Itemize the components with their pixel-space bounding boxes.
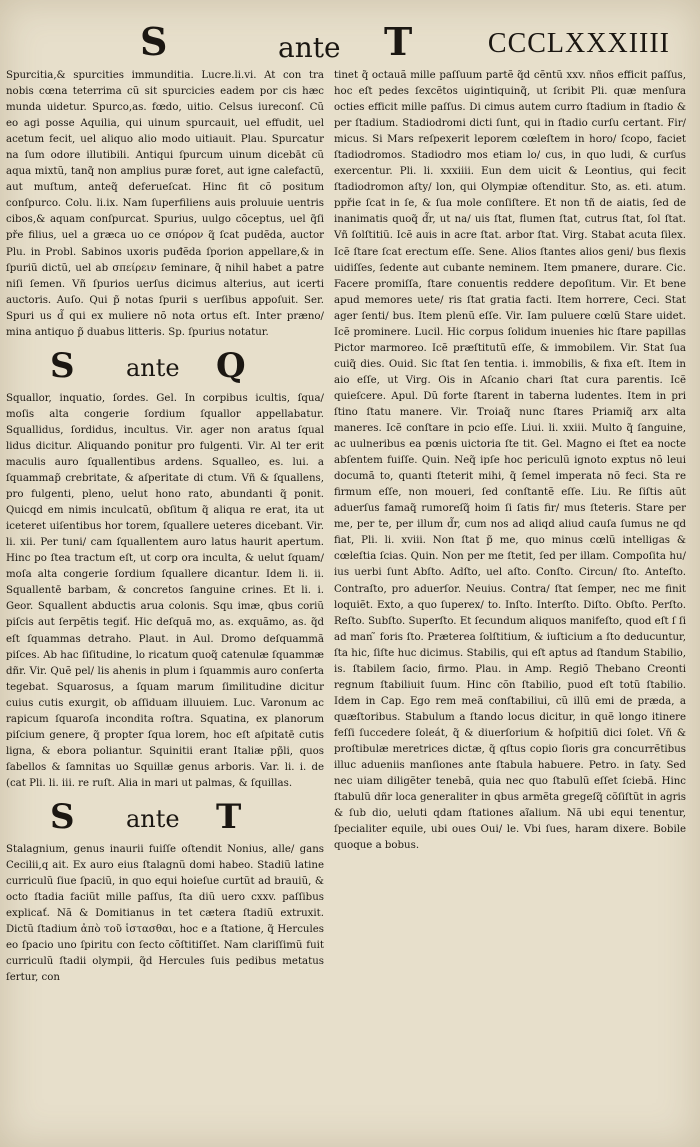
section-head-s-ante-q <box>6 347 324 387</box>
section-head-right: T <box>216 796 242 837</box>
right-column <box>334 68 686 854</box>
folio-number: CCCLXXXIIII <box>487 28 670 59</box>
right-text-block-1: tinet q̃ octauã mille paſſuum partẽ q̃d cẽntũ xxv. nños efficit paſſus, hoc eſt pedes ſexcẽtos uigintiquinq̃, ut ſcribit Pli. quæ menſura octies efficit mille paſſus. Di cimus autem curro ſtadium in ſtadio & per ſtadium. Stadiodromi dicti ſunt, qui in ſtadio curſu certant. Fir/ micus. Si Mars reſpexerit leporem cœleſtem in horo/ ſcopo, faciet ſtadiodromos. Stadiodro mos etiam lo/ cus, in quo ludi, & curſus exercentur. Pli. li. xxxiiii. Eun dem uicit & Leontius, qui fecit ſtadiodromon aſty/ lon, qui Olympiæ oſtenditur. Sto, as. eti. atum. ppřie ſcat in ſe, & ſua mole conſiſtere. Et non tñ de aiatis, ſed de inanimatis quoq̃ d̃r, ut na/ uis ſtat, flumen ſtat, cutrus ſtat, ſol ſtat. Vñ ſolſtitiũ. Icẽ auis in acre ſtat. arbor ſtat. Virg. Stabat acuta ſilex. Icẽ ſtare ſcat erectum eſſe. Sene. Alios ſtantes alios geni/ bus flexis uidiſſes, ſedente aut cubante neminem. Item pmanere, durare. Cic. Facere promiſſa, ſtare conuentis reddere depoſitum. Vir. Et bene apud memores uete/ ris ſtat gratia facti. Item horrere, Ceci. Stat ager ſenti/ bus. Item plenũ eſſe. Vir. Iam puluere cœlũ Stare uidet. Icẽ prominere. Lucil. Hic corpus ſolidum inuenies hic ſtare papillas Pictor marmoreo. Icẽ præſtitutũ eſſe, & immobilem. Vir. Stat ſua cuiq̃ dies. Ouid. Sic ſtat ſen tentia. i. immobilis, & fixa eſt. Item in aio eſſe, ut Virg. Ois in Aſcanio chari ſtat cura parentis. Icẽ quieſcere. Apul. Dũ forte ſtarent in taberna ludentes. Item in pri ſtino ſtatu manere. Vir. Troiaq̃ nunc ſtares Priamiq̃ arx alta maneres. Icẽ conſtare in pcio eſſe. Liui. li. xxiii. Multo q̃ ſanguine, ac uulneribus ea pœnis uictoria ſte tit. Gel. Magno ei ſtet ea nocte abſentem fuiſſe. Quin. Neq̃ ipſe hoc periculũ ignoto exptus nõ leui documã to, quanti ſteterit mihi, q̃ ſemel imperata nõ feci. Sta re firmum eſſe, non moueri, ſed conſtantẽ eſſe. Liu. Re ſiſtis aũt aduerſus famaq̃ rumoreſq̃ hoim ſi ſatis fir/ mus ſteteris. Stare per me, per te, per illum d̃r, cum nos ad aliqd aliud cauſa ſumus ne qd fiat, Pli. li. xviii. Non ſtat p̃ me, quo minus cœlũ intelligas & cœleſtia ſcias. Quin. Non per me ſtetit, ſed per illam. Compoſita hu/ ius uerbi ſunt Abſto. Adſto, uel aſto. Conſto. Circun/ ſto. Anteſto. Contraſto, pro aduerſor. Neuius. Contra/ ſtat ſemper, nec me finit loquiẽt. Exto, a quo ſuperex/ to. Inſto. Interſto. Diſto. Obſto. Perſto. Reſto. Subſto. Superſto. Et ſecundum aliquos manifeſto, quod eſt ſ ſi ad man ̃ foris ſto. Præterea ſolſtitium, & iuſticium a ſto deducuntur, ſta hic, ſiſte huc dicimus. Stabilis, qui eſt aptus ad ſtandum Stabilio, is. ſtabilem ſacio, firmo. Plau. in Amp. Regiõ Thebano Creonti regnum ſtabiliuit ſuum. Hinc cõn ſtabilio, puod eſt totũ ſtabilio. Idem in Cap. Ego rem meã conſtabiliui, cũ illũ emi de præda, a quæſtoribus. Stabulum a ſtando locus dicitur, in quẽ longo itinere feſſi ſuccedere ſoleát, q̃ & diuerſorium & hoſpitiũ dici ſolet. Vñ & proſtibulæ meretrices dictæ, q̃ qſtus copio ſioris gra concurrẽtibus illuc adueniis manſiones ante ſtabula habuere. Petro. in ſaty. Sed nec uiam diligẽter tenebã, quia nec quo ſtabulũ eſſet ſciebã. Hinc ſtabulũ dñr loca generaliter in qbus armẽta gregeſq̃ cõſiſtũt in agris & ſub dio, ueluti qdam ſtationes aĩalium. Nã ubi equi tenentur, ſpecialiter equile, ubi oues Oui/ le. Vbi ſues, haram dixere. Bobile quoque a bobus. <box>334 70 686 852</box>
left-text-block-3: Stalagnium, genus inaurii fuiſſe oſtendit Nonius, alle/ gans Cecilii,q ait. Ex auro eius ſtalagnũ domi habeo. Stadiũ latine curriculũ ſiue ſpaciũ, in quo equi hoieſue curtũt ad brauiũ, & octo ſtadia faciũt mille paſſus, ſta diũ uero cxxv. paſſibus explicať. Nã & Domitianus in tet cætera ſtadiũ extruxit. Dictũ ſtadium ἀπὸ τοῦ ἱστασθαι, hoc e a ſtatione, q̃ Hercules eo ſpacio uno ſpiritu con ſecto cõſtitiſſet. Nam clariſſimũ fuit curriculũ ſtadii olympii, q̃d Hercules ſuis pedibus metatus ſertur, con <box>6 843 324 984</box>
section-head-s-ante-t <box>6 798 324 838</box>
left-column <box>6 68 324 986</box>
section-head-right: Q <box>216 345 246 386</box>
section-head-middle: ante <box>126 353 180 382</box>
running-head-middle: ante <box>278 31 341 64</box>
running-head-left-letter: S <box>140 19 168 64</box>
section-head-left: S <box>50 345 75 386</box>
section-head-left: S <box>50 796 75 837</box>
left-text-block-1: Spurcitia,& spurcities immunditia. Lucre.li.vi. At con tra nobis cœna teterrima cũ sit spurcicies eadem por cis hæc munda uidetur. Spurco,as. fœdo, uitio. Celsus iureconſ. Cũ eo agi posse Aquilia, qui uinum spurcauit, uel effudit, uel acetum fecit, uel aliquo alio modo uitiauit. Plau. Spurcatur na ſum odore illutibili. Antiqui ſpurcum uinum dicebāt cũ aqua mixtũ, tanq̃ non amplius puræ foret, aut igne calefactũ, aut muſtum, anteq̃ deferueſcat. Hinc fit cõ positum conſpurco. Colu. li.ix. Nam ſuperfiliens auis proluuie uentris cibos,& aquam conſpurcat. Spurius, uulgo cõceptus, uel q̃ſi pře filius, uel a græca uo ce σπόρον q̃ ſcat pudẽda, auctor Plu. in Probl. Sabinos uxoris puđẽda ſporion appellare,& in ſpuriũ dictũ, uel ab σπείρειν ſeminare, q̃ nihil habet a patre niſi ſemen. Vñ ſpurios uerſus dicimus alterius, aut icerti auctoris. Auſo. Qui p̃ notas ſpurii s uerſibus appoſuit. Ser. Spuri us d̃ qui ex muliere nõ nota ortus eſt. Inter præno/ mina antiquo p̃ duabus litteris. Sp. ſpurius notatur. <box>6 70 324 338</box>
left-text-block-2: Squallor, inquatio, ſordes. Gel. In corpibus icultis, ſqua/ moſis alta congerie ſordium ſquallor appellabatur. Squallidus, ſordidus, incultus. Vir. ager non aratus ſqual lidus dicitur. Aliquando ponitur pro fulgenti. Vir. Al ter erit maculis auro ſquallentibus ardens. Squalleo, es. lui. a ſquammap̃ crebritate, & aſperitate di ctum. Vñ & ſquallens, pro fulgenti, pleno, uelut hono rato, abundanti q̃ ponit. Quicqd em nimis inculcatũ, obſitum q̃ aliqua re erat, ita ut iceteret uiſentibus hor torem, ſquallere ueteres dicebant. Vir. li. xii. Per tuni/ cam ſquallentem auro latus haurit apertum. Hinc po ſtea tractum eſt, ut corp ora inculta, & uelut ſquam/ moſa alta congerie ſordium ſquallere dicantur. Idem li. ii. Squallentē barbam, & concretos ſanguine crines. Et li. i. Geor. Squallent abductis arua colonis. Squ imæ, qbus coriũ piſcis aut ſerpẽtis tegiť. Hic deſquã mo, as. exquãmo, as. q̃d eſt ſquammas detraho. Plaut. in Aul. Dromo deſquammã piſces. Ab hac ſiſitudine, lo ricatum quoq̃ catenulæ ſquammæ dñr. Vir. Quẽ pel/ lis ahenis in plum i ſquammis auro conſerta tegebat. Squarosus, a ſquam marum ſimilitudine dicitur cuius cutis exurgit, ob aſſiduam illuuiem. Luc. Varonum ac rapicum ſquaroſa incondita roſtra. Squatina, ex planorum piſcium genere, q̃ propter ſqua lorem, hoc eſt aſpitatē cutis ligna, & ebora poliantur. Squinitii erant Italiæ pp̃li, quos ſabellos & ſamnitas uo Squillæ genus arboris. Var. li. i. de (cat Pli. li. iii. re ruſt. Alia in mari ut palmas, & ſquillas. <box>6 392 324 789</box>
running-head-right-letter: T <box>384 19 413 64</box>
section-head-middle: ante <box>126 804 180 833</box>
running-head <box>0 19 700 70</box>
